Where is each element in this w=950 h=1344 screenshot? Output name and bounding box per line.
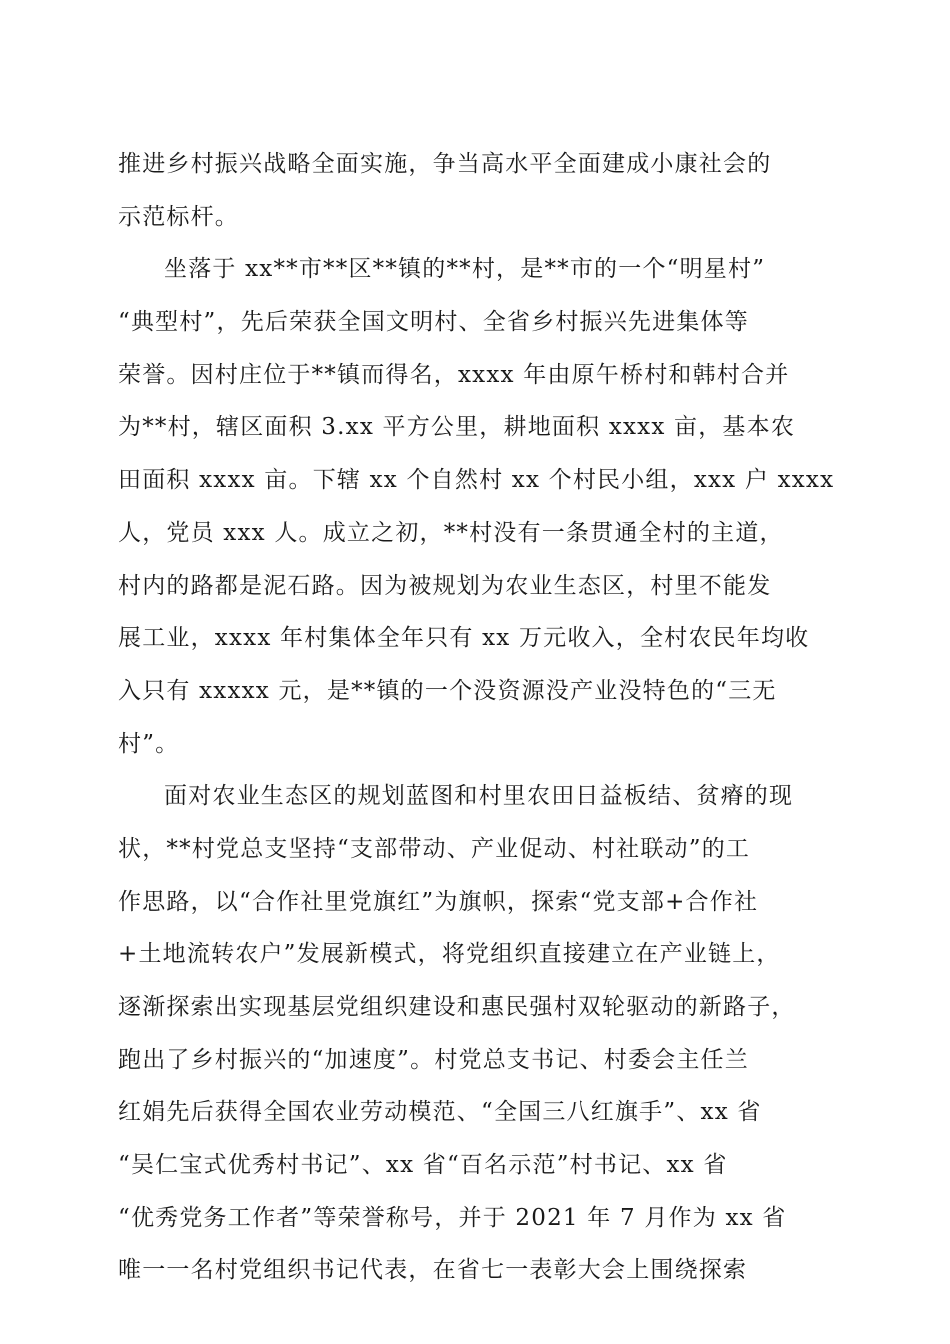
- text-line: 红娟先后获得全国农业劳动模范、“全国三八红旗手”、xx 省: [118, 1099, 762, 1126]
- text-line: 逐渐探索出实现基层党组织建设和惠民强村双轮驱动的新路子，: [118, 994, 796, 1020]
- text-line: 人，党员 xxx 人。成立之初，**村没有一条贯通全村的主道，: [118, 519, 784, 546]
- text-line: 为**村，辖区面积 3.xx 平方公里，耕地面积 xxxx 亩，基本农: [118, 414, 796, 441]
- text-line: 展工业，xxxx 年村集体全年只有 xx 万元收入，全村农民年均收: [118, 625, 810, 652]
- text-line: 跑出了乡村振兴的“加速度”。村党总支书记、村委会主任兰: [118, 1046, 749, 1073]
- document-body: [118, 138, 838, 1297]
- text-line: 坐落于 xx**市**区**镇的**村，是**市的一个“明星村”: [164, 256, 766, 283]
- text-line: 田面积 xxxx 亩。下辖 xx 个自然村 xx 个村民小组，xxx 户 xxxx: [118, 467, 835, 494]
- text-line: 示范标杆。: [118, 203, 239, 230]
- text-line: 面对农业生态区的规划蓝图和村里农田日益板结、贫瘠的现: [164, 783, 794, 810]
- text-line: 推进乡村振兴战略全面实施，争当高水平全面建成小康社会的: [118, 151, 772, 177]
- paragraph: [118, 770, 838, 1297]
- text-line: +土地流转农户”发展新模式，将党组织直接建立在产业链上，: [118, 941, 781, 968]
- text-line: 状，**村党总支坚持“支部带动、产业促动、村社联动”的工: [118, 835, 751, 862]
- text-line: 入只有 xxxxx 元，是**镇的一个没资源没产业没特色的“三无: [118, 677, 777, 704]
- paragraph: [118, 243, 838, 770]
- text-line: “优秀党务工作者”等荣誉称号，并于 2021 年 7 月作为 xx 省: [118, 1204, 787, 1231]
- text-line: 作思路，以“合作社里党旗红”为旗帜，探索“党支部+合作社: [118, 888, 759, 915]
- text-line: 荣誉。因村庄位于**镇而得名，xxxx 年由原午桥村和韩村合并: [118, 361, 790, 388]
- text-line: 村内的路都是泥石路。因为被规划为农业生态区，村里不能发: [118, 572, 772, 599]
- paragraph: [118, 138, 838, 243]
- text-line: “典型村”，先后荣获全国文明村、全省乡村振兴先进集体等: [118, 309, 749, 336]
- text-line: 村”。: [118, 730, 180, 757]
- text-line: 唯一一名村党组织书记代表，在省七一表彰大会上围绕探索: [118, 1257, 748, 1284]
- text-line: “吴仁宝式优秀村书记”、xx 省“百名示范”村书记、xx 省: [118, 1152, 728, 1179]
